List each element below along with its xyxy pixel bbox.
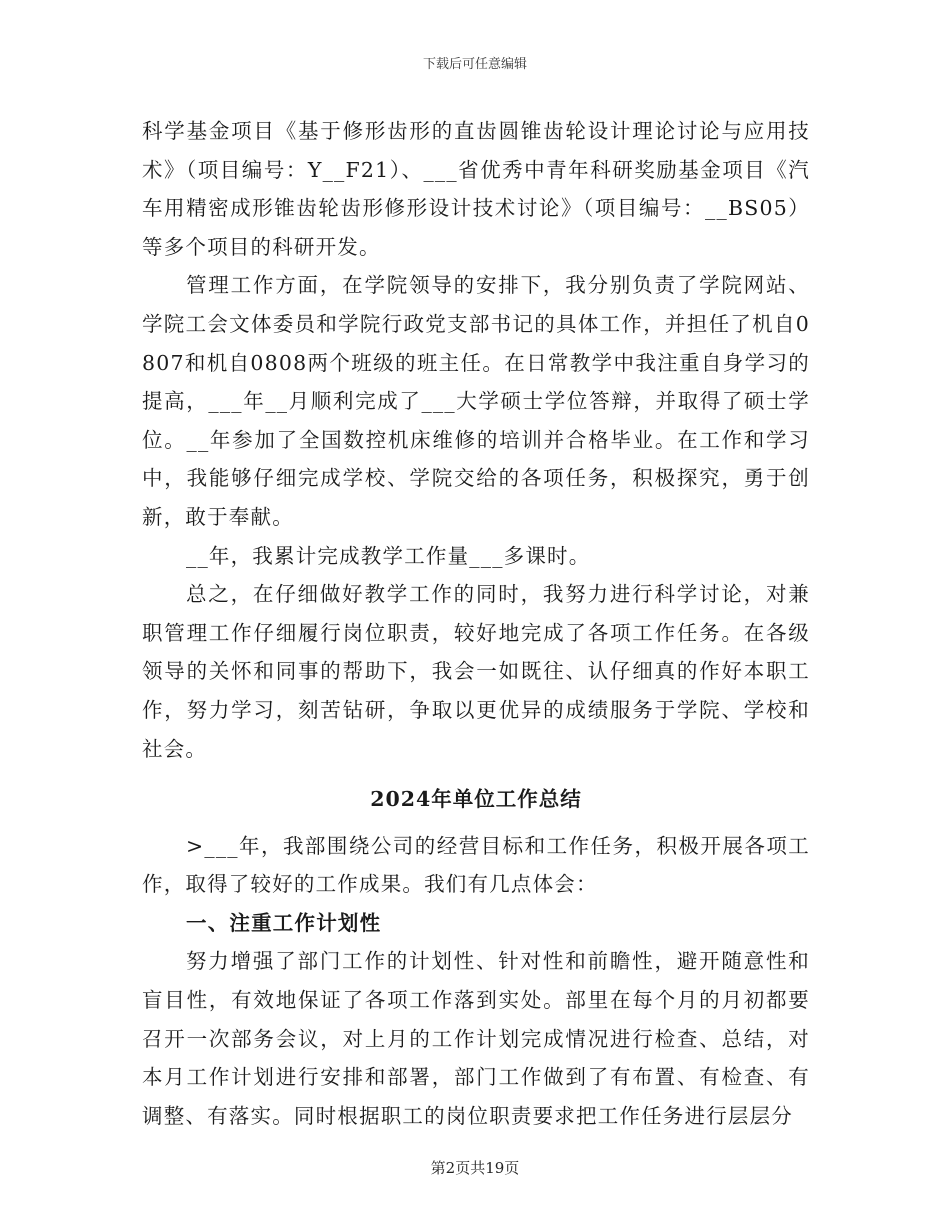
page-number: 第2页共19页 xyxy=(430,1159,520,1177)
section-title: 2024年单位工作总结 xyxy=(370,787,582,812)
subheading-work-planning: 一、注重工作计划性 xyxy=(186,910,382,935)
document-body xyxy=(142,112,810,1135)
paragraph-research-projects: 科学基金项目《基于修形齿形的直齿圆锥齿轮设计理论讨论与应用技术》（项目编号：Y__F21）、___省优秀中青年科研奖励基金项目《汽车用精密成形锥齿轮齿形修形设计技术讨论》（项目编号：__BS05）等多个项目的科研开发。 xyxy=(142,119,810,259)
paragraph-work-planning: 努力增强了部门工作的计划性、针对性和前瞻性，避开随意性和盲目性，有效地保证了各项工作落到实处。部里在每个月的月初都要召开一次部务会议，对上月的工作计划完成情况进行检查、总结，对本月工作计划进行安排和部署，部门工作做到了有布置、有检查、有调整、有落实。同时根据职工的岗位职责要求把工作任务进行层层分 xyxy=(142,949,810,1128)
header-note: 下载后可任意编辑 xyxy=(422,57,527,72)
paragraph-teaching-hours: __年，我累计完成教学工作量___多课时。 xyxy=(186,543,591,568)
paragraph-intro: >___年，我部围绕公司的经营目标和工作任务，积极开展各项工作，取得了较好的工作成果。我们有几点体会： xyxy=(142,833,810,897)
paragraph-summary: 总之，在仔细做好教学工作的同时，我努力进行科学讨论，对兼职管理工作仔细履行岗位职责，较好地完成了各项工作任务。在各级领导的关怀和同事的帮助下，我会一如既往、认仔细真的作好本职工作，努力学习，刻苦钻研，争取以更优异的成绩服务于学院、学校和社会。 xyxy=(142,582,810,761)
paragraph-management-work: 管理工作方面，在学院领导的安排下，我分别负责了学院网站、学院工会文体委员和学院行政党支部书记的具体工作，并担任了机自0807和机自0808两个班级的班主任。在日常教学中我注重自身学习的提高，___年__月顺利完成了___大学硕士学位答辩，并取得了硕士学位。__年参加了全国数控机床维修的培训并合格毕业。在工作和学习中，我能够仔细完成学校、学院交给的各项任务，积极探究，勇于创新，敢于奉献。 xyxy=(142,273,810,529)
